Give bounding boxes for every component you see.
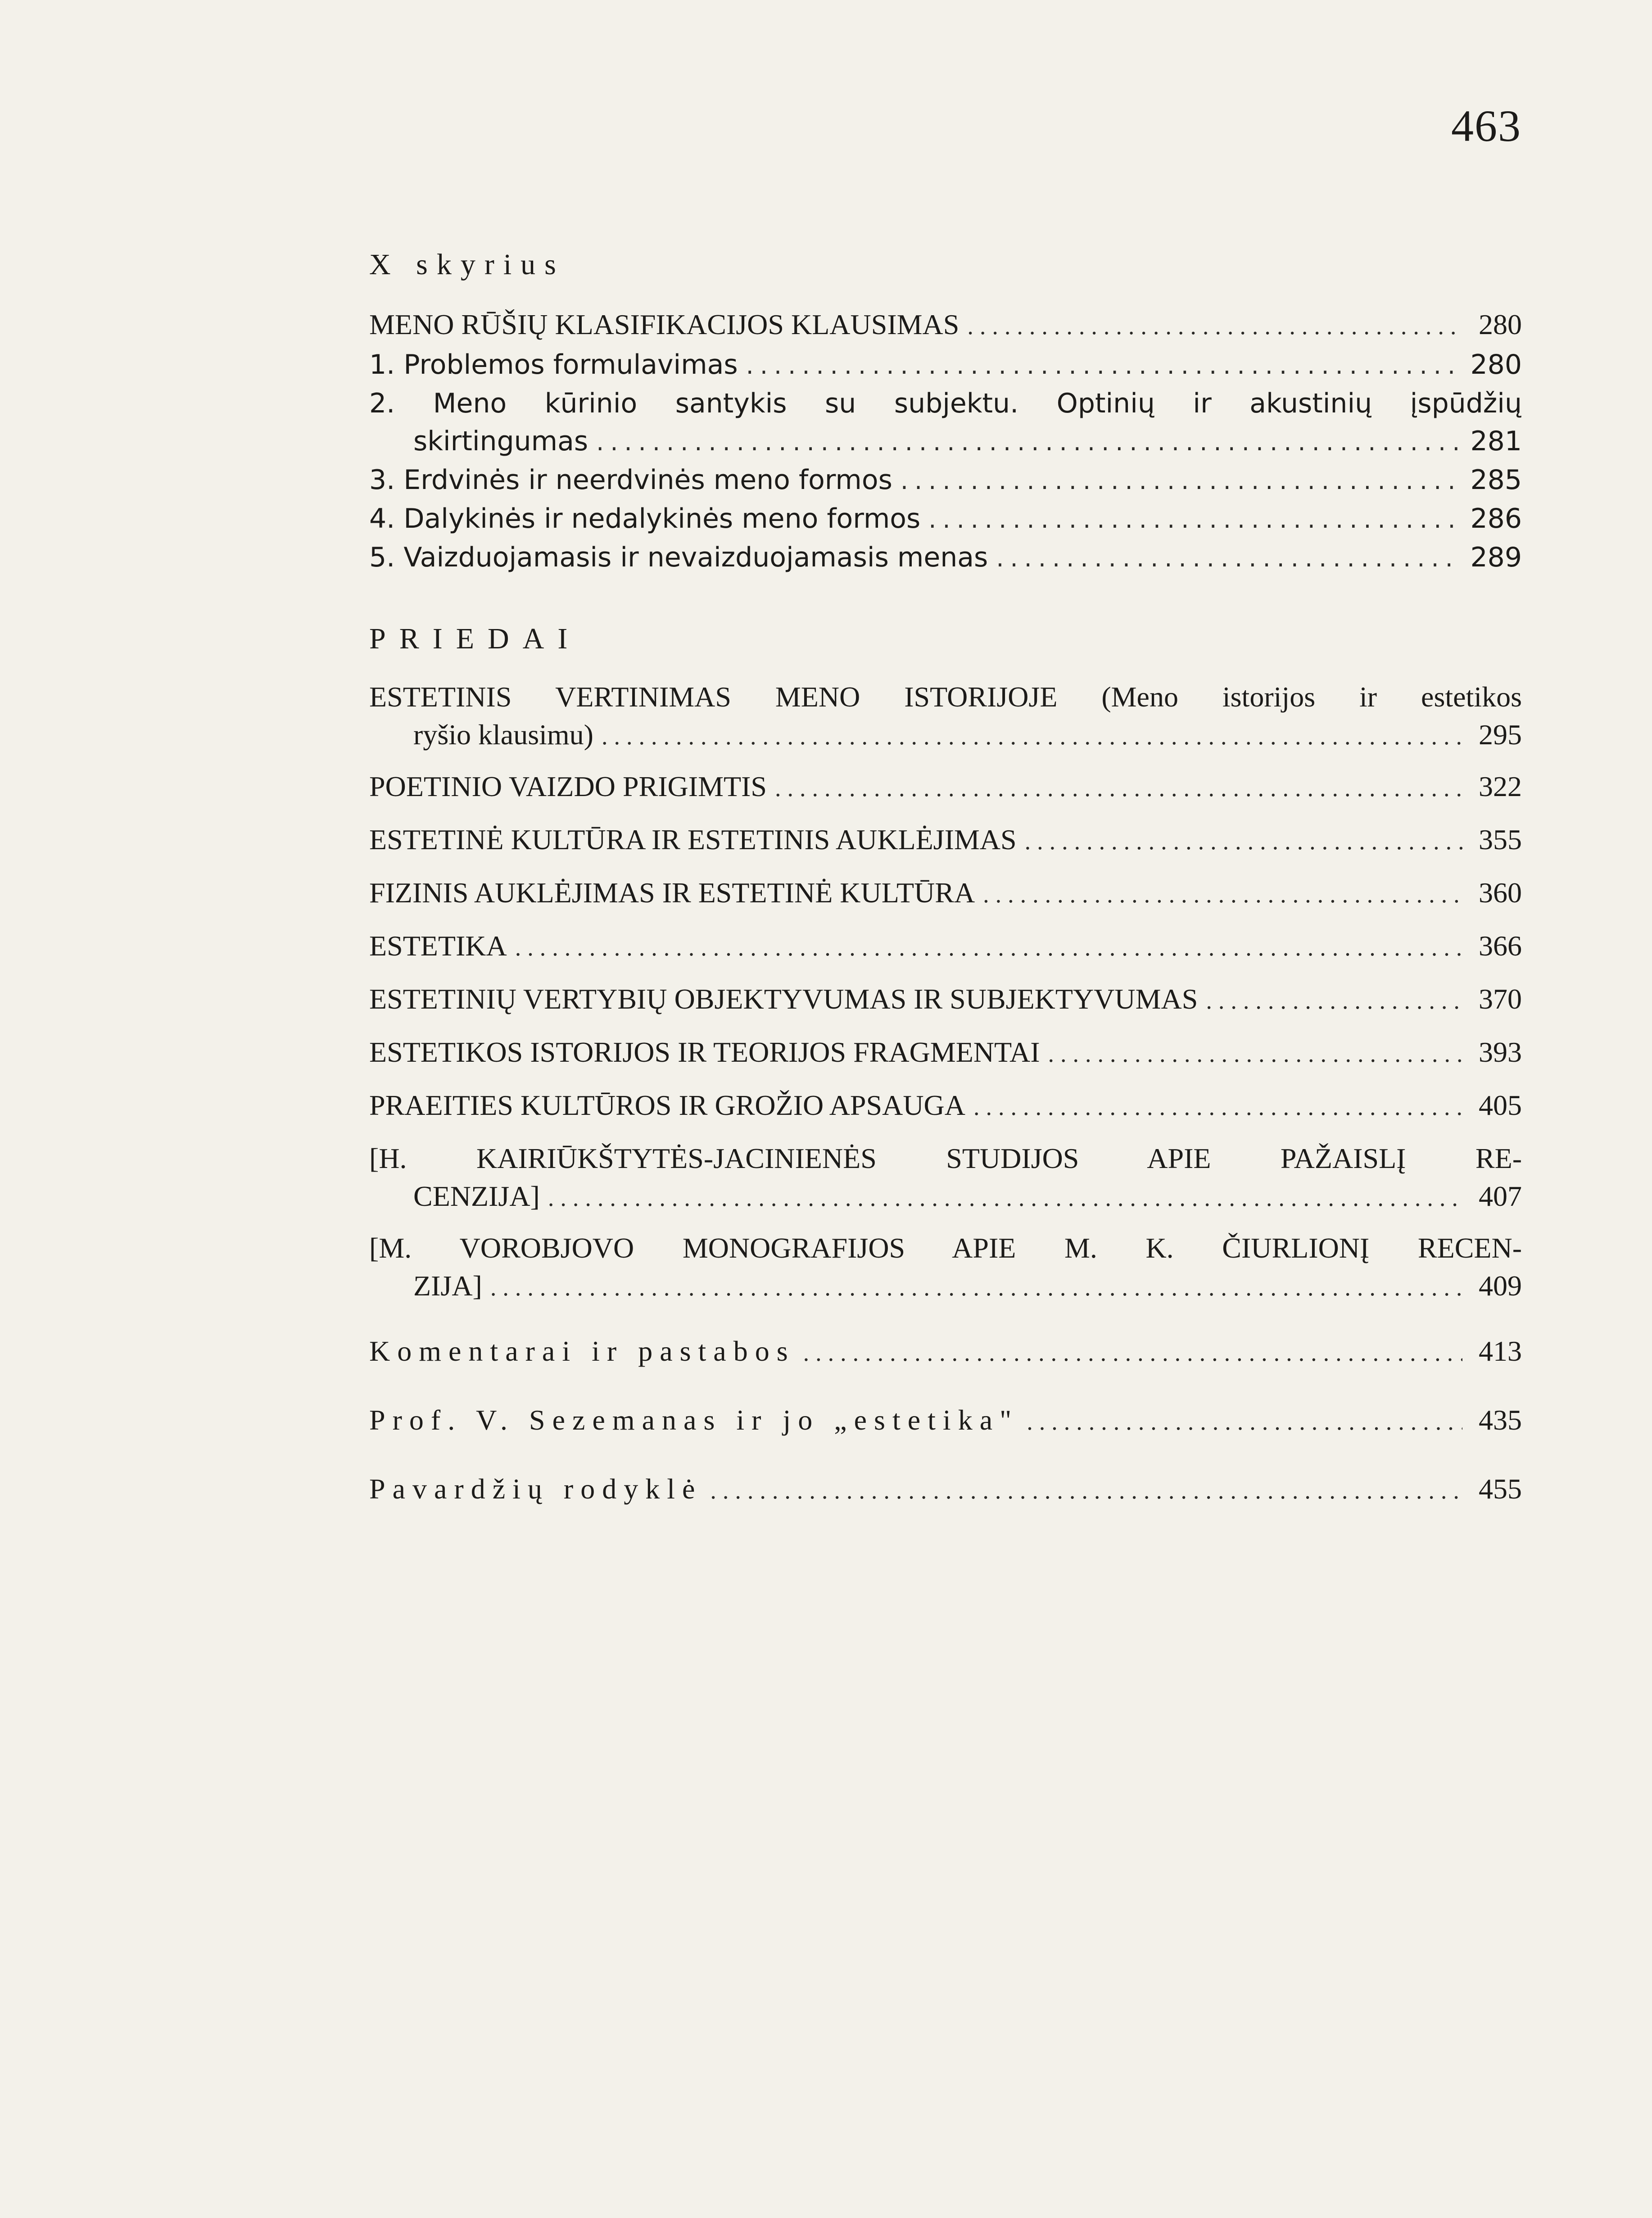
- toc-entry-text: ryšio klausimu): [413, 719, 593, 751]
- toc-entry-page: 407: [1479, 1180, 1522, 1212]
- toc-entry-text: ESTETIKOS ISTORIJOS IR TEORIJOS FRAGMENTAI: [369, 1036, 1040, 1068]
- toc-entry-page: 393: [1479, 1036, 1522, 1068]
- toc-entry-page: 355: [1479, 824, 1522, 856]
- toc-entry-page: 285: [1470, 464, 1522, 496]
- toc-entry-text: ESTETINĖ KULTŪRA IR ESTETINIS AUKLĖJIMAS: [369, 824, 1017, 856]
- leader-dots: [602, 717, 1462, 755]
- toc-entry-appendix-1: [369, 678, 1522, 755]
- toc-entry-appendix-5: [369, 927, 1522, 966]
- toc-entry-page: 322: [1479, 770, 1522, 802]
- toc-entry-page: 413: [1479, 1335, 1522, 1367]
- leader-dots: [928, 501, 1460, 539]
- toc-entry-appendix-3: [369, 821, 1522, 860]
- toc-entry-text: 1. Problemos formulavimas: [369, 349, 738, 380]
- toc-entry-text: 4. Dalykinės ir nedalykinės meno formos: [369, 503, 921, 534]
- toc-entry-appendix-7: [369, 1033, 1522, 1073]
- leader-dots: [983, 875, 1462, 913]
- toc-entry-text: ESTETINIŲ VERTYBIŲ OBJEKTYVUMAS IR SUBJEKTYVUMAS: [369, 983, 1198, 1015]
- toc-entry-comments: [369, 1332, 1522, 1372]
- leader-dots: [973, 1088, 1462, 1126]
- toc-entry-text: MENO RŪŠIŲ KLASIFIKACIJOS KLAUSIMAS: [369, 308, 960, 340]
- toc-entry-text: ZIJA]: [413, 1270, 482, 1302]
- toc-entry-section-5: [369, 539, 1522, 577]
- toc-entry-page: 409: [1479, 1270, 1522, 1302]
- appendix-heading: PRIEDAI: [369, 622, 581, 655]
- leader-dots: [775, 769, 1462, 807]
- toc-entry-page: 366: [1479, 930, 1522, 962]
- toc-entry-text: PRAEITIES KULTŪROS IR GROŽIO APSAUGA: [369, 1089, 965, 1121]
- toc-entry-name-index: [369, 1470, 1522, 1509]
- leader-dots: [710, 1471, 1462, 1509]
- table-of-contents: [369, 250, 1522, 1509]
- toc-entry-page: 289: [1470, 542, 1522, 573]
- leader-dots: [967, 307, 1462, 345]
- toc-entry-text: POETINIO VAIZDO PRIGIMTIS: [369, 770, 767, 802]
- toc-entry-text: 5. Vaizduojamasis ir nevaizduojamasis menas: [369, 542, 988, 573]
- toc-entry-text-line-1: [M. VOROBJOVO MONOGRAFIJOS APIE M. K. ČIURLIONĮ RECEN-: [369, 1232, 1522, 1264]
- toc-entry-text: skirtingumas: [413, 425, 588, 457]
- toc-entry-appendix-10: [369, 1229, 1522, 1306]
- leader-dots: [746, 347, 1461, 385]
- toc-entry-text: Komentarai ir pastabos: [369, 1335, 795, 1367]
- toc-entry-appendix-9: [369, 1140, 1522, 1217]
- toc-entry-page: 405: [1479, 1089, 1522, 1121]
- toc-entry-text: ESTETIKA: [369, 930, 507, 962]
- toc-entry-page: 295: [1479, 719, 1522, 751]
- toc-entry-page: 280: [1470, 349, 1522, 380]
- leader-dots: [1027, 1403, 1462, 1440]
- toc-entry-page: 360: [1479, 877, 1522, 909]
- toc-entry-appendix-6: [369, 980, 1522, 1019]
- toc-entry-text-line-1: [H. KAIRIŪKŠTYTĖS-JACINIENĖS STUDIJOS APIE PAŽAISLĮ RE-: [369, 1142, 1522, 1174]
- toc-entry-page: 286: [1470, 503, 1522, 534]
- toc-entry-text: 3. Erdvinės ir neerdvinės meno formos: [369, 464, 892, 496]
- leader-dots: [490, 1268, 1462, 1306]
- toc-entry-section-2: [369, 385, 1522, 461]
- toc-entry-appendix-8: [369, 1086, 1522, 1126]
- toc-entry-text: Prof. V. Sezemanas ir jo „estetika": [369, 1404, 1019, 1436]
- leader-dots: [803, 1334, 1462, 1372]
- toc-entry-page: 455: [1479, 1473, 1522, 1505]
- toc-entry-page: 370: [1479, 983, 1522, 1015]
- leader-dots: [1025, 822, 1462, 860]
- toc-entry-section-4: [369, 500, 1522, 539]
- toc-entry-page: 280: [1479, 308, 1522, 340]
- leader-dots: [901, 462, 1461, 500]
- toc-entry-text: Pavardžių rodyklė: [369, 1473, 702, 1505]
- toc-entry-section-1: [369, 346, 1522, 385]
- toc-entry-page: 435: [1479, 1404, 1522, 1436]
- leader-dots: [515, 928, 1462, 966]
- toc-entry-text-line-1: ESTETINIS VERTINIMAS MENO ISTORIJOJE (Meno istorijos ir estetikos: [369, 681, 1522, 713]
- leader-dots: [596, 423, 1460, 461]
- toc-entry-text: FIZINIS AUKLĖJIMAS IR ESTETINĖ KULTŪRA: [369, 877, 975, 909]
- toc-entry-appendix-2: [369, 768, 1522, 807]
- leader-dots: [548, 1179, 1462, 1217]
- leader-dots: [996, 539, 1460, 577]
- toc-entry-section-3: [369, 461, 1522, 500]
- toc-entry-text: CENZIJA]: [413, 1180, 540, 1212]
- toc-entry-text-line-1: 2. Meno kūrinio santykis su subjektu. Optinių ir akustinių įspūdžių: [369, 388, 1522, 419]
- toc-entry-chapter-title: [369, 306, 1522, 345]
- leader-dots: [1206, 982, 1462, 1019]
- leader-dots: [1048, 1035, 1463, 1073]
- toc-entry-page: 281: [1470, 425, 1522, 457]
- toc-entry-appendix-4: [369, 874, 1522, 913]
- chapter-heading: X skyrius: [369, 248, 565, 281]
- page-number: 463: [1451, 101, 1521, 151]
- toc-entry-sezemanas: [369, 1401, 1522, 1440]
